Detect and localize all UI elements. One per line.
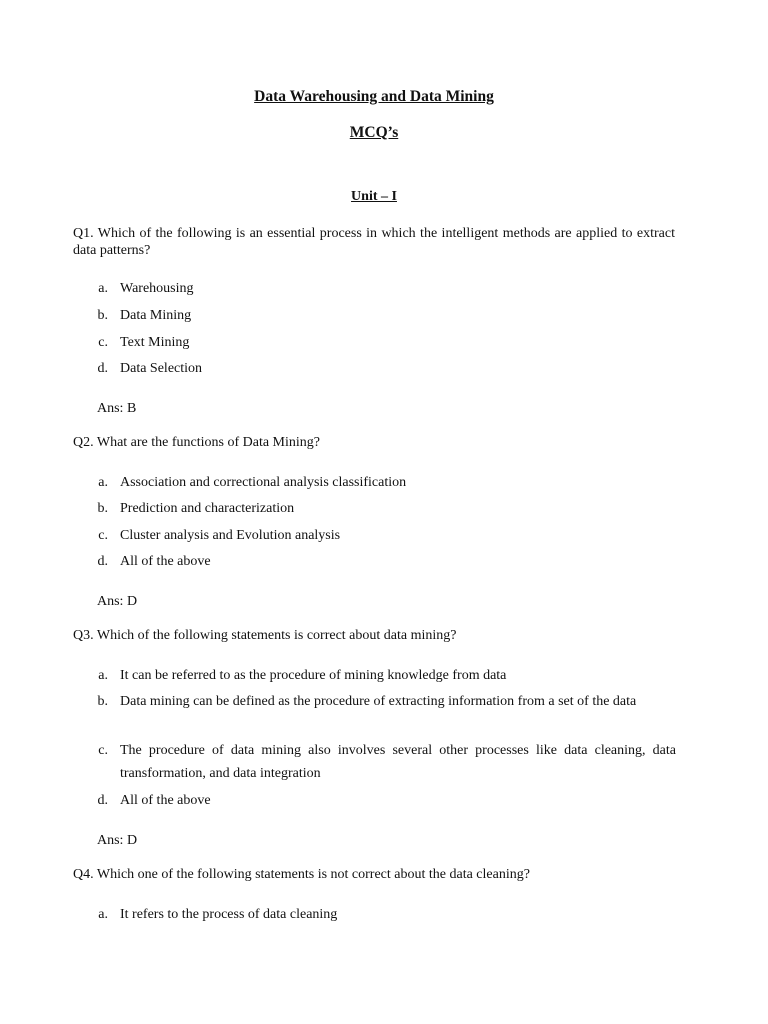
option-letter: a. bbox=[98, 475, 108, 490]
document-subtitle: MCQ’s bbox=[349, 124, 399, 141]
option-letter: d. bbox=[97, 554, 108, 569]
option-letter: a. bbox=[98, 668, 108, 683]
unit-heading: Unit – I bbox=[351, 189, 397, 204]
option-letter: b. bbox=[97, 501, 108, 516]
option-text: Text Mining bbox=[120, 335, 190, 350]
option-text: Data Mining bbox=[120, 308, 192, 323]
option-letter: d. bbox=[97, 793, 108, 808]
option-text: It refers to the process of data cleaning bbox=[120, 907, 338, 922]
option-text: Warehousing bbox=[120, 281, 194, 296]
option-text: Cluster analysis and Evolution analysis bbox=[120, 528, 341, 543]
option-letter: c. bbox=[98, 743, 108, 758]
answer-label: Ans: D bbox=[97, 594, 138, 609]
answer-label: Ans: B bbox=[97, 401, 137, 416]
option-letter: b. bbox=[97, 694, 108, 709]
option-text: All of the above bbox=[120, 793, 211, 808]
option-letter: b. bbox=[97, 308, 108, 323]
option-text: Association and correctional analysis classification bbox=[120, 475, 407, 490]
option-letter: d. bbox=[97, 361, 108, 376]
option-letter: a. bbox=[98, 907, 108, 922]
option-letter: c. bbox=[98, 335, 108, 350]
question-2: Q2. What are the functions of Data Mining? bbox=[73, 435, 321, 450]
question-1: Q1. Which of the following is an essential process in which the intelligent methods are applied to extract data patterns? bbox=[73, 226, 675, 258]
document-title: Data Warehousing and Data Mining bbox=[254, 88, 494, 105]
option-text: The procedure of data mining also involves several other processes like data cleaning, data transformation, and data integration bbox=[120, 743, 676, 781]
option-letter: a. bbox=[98, 281, 108, 296]
option-text: It can be referred to as the procedure of mining knowledge from data bbox=[120, 668, 507, 683]
answer-label: Ans: D bbox=[97, 833, 138, 848]
option-letter: c. bbox=[98, 528, 108, 543]
option-text: All of the above bbox=[120, 554, 211, 569]
option-text: Data Selection bbox=[120, 361, 203, 376]
option-text: Prediction and characterization bbox=[120, 501, 295, 516]
question-3: Q3. Which of the following statements is correct about data mining? bbox=[73, 628, 457, 643]
question-4: Q4. Which one of the following statements is not correct about the data cleaning? bbox=[73, 867, 530, 882]
option-text: Data mining can be defined as the procedure of extracting information from a set of the data bbox=[120, 694, 637, 709]
